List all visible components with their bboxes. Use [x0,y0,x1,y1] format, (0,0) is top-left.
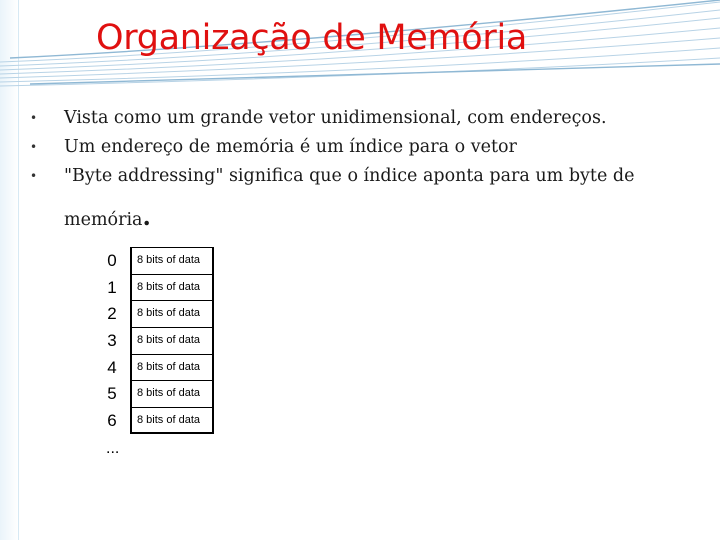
memory-cell: 8 bits of data [130,247,214,274]
memory-cell: 8 bits of data [130,380,214,407]
bullet-continuation-text: memória [64,210,143,230]
bullet-text: Vista como um grande vetor unidimensional, com endereços. [64,108,607,128]
slide-title: Organização de Memória [96,18,528,58]
memory-address: 3 [107,331,117,351]
bullet-text: "Byte addressing" significa que o índice aponta para um byte de [64,166,635,186]
bullet-dot-icon: • [30,140,38,154]
memory-cell: 8 bits of data [130,327,214,354]
memory-cell: 8 bits of data [130,354,214,381]
memory-address: 6 [107,411,117,431]
bullet-text: Um endereço de memória é um índice para o vetor [64,137,517,157]
memory-address: 1 [107,277,117,297]
memory-ellipsis: ... [106,440,120,457]
memory-cell: 8 bits of data [130,300,214,327]
bullet-item [26,104,686,133]
memory-address: 5 [107,384,117,404]
bullet-continuation [64,191,686,246]
bullet-item [26,162,686,246]
memory-cell: 8 bits of data [130,274,214,301]
bullet-dot-icon: • [30,169,38,183]
memory-address: 4 [107,357,117,377]
memory-cell: 8 bits of data [130,407,214,434]
bullet-item [26,133,686,162]
bullet-period: . [142,202,151,231]
memory-address: 2 [107,304,117,324]
bullet-dot-icon: • [30,111,38,125]
memory-address: 0 [107,251,117,270]
bullet-list [26,104,686,246]
